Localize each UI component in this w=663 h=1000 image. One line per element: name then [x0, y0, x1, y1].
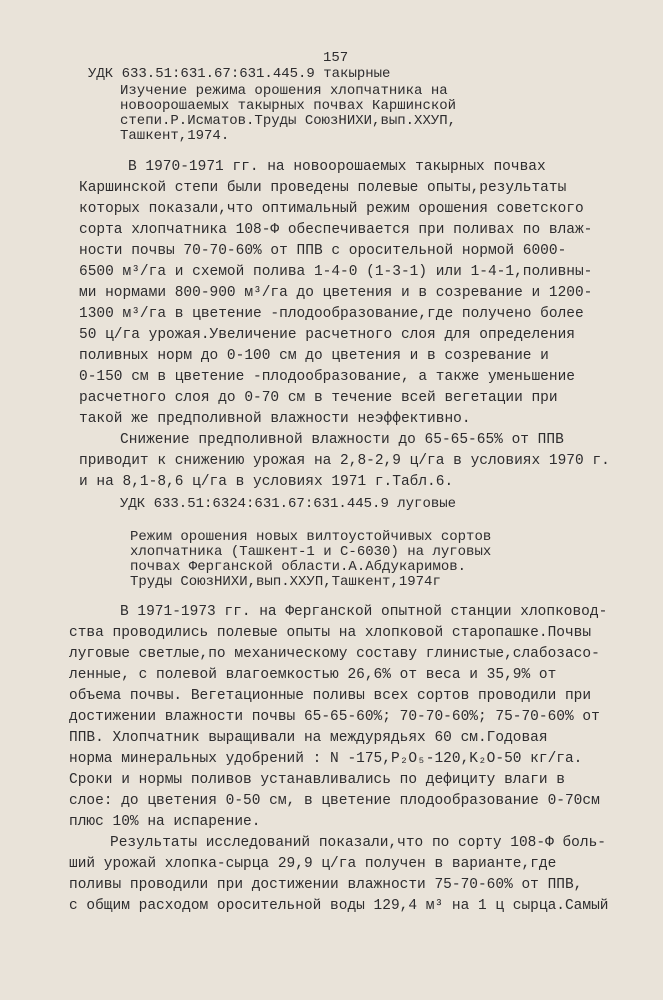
annotation-line: Изучение режима орошения хлопчатника на [120, 83, 448, 99]
body-line: такой же предполивной влажности неэффективно. [79, 411, 471, 427]
body-line: сорта хлопчатника 108-Ф обеспечивается при поливах по влаж- [79, 222, 593, 238]
annotation-line: хлопчатника (Ташкент-1 и С-6030) на луговых [130, 544, 492, 560]
body-line: поливных норм до 0-100 см до цветения и в созревание и [79, 348, 549, 364]
body-line: расчетного слоя до 0-70 см в течение всей вегетации при [79, 390, 558, 406]
body-line: плюс 10% на испарение. [69, 814, 261, 830]
body-line: ства проводились полевые опыты на хлопковой старопашке.Почвы [69, 625, 592, 641]
body-line: норма минеральных удобрений : N -175,P₂O₅-120,K₂O-50 кг/га. [69, 751, 583, 767]
body-line: поливы проводили при достижении влажности 75-70-60% от ППВ, [69, 877, 583, 893]
udk-heading-2: УДК 633.51:6324:631.67:631.445.9 луговые [120, 496, 457, 512]
body-line: В 1971-1973 гг. на Ферганской опытной станции хлопковод- [120, 604, 608, 620]
annotation-line: почвах Ферганской области.А.Абдукаримов. [130, 559, 467, 575]
body-line: приводит к снижению урожая на 2,8-2,9 ц/га в условиях 1970 г. [79, 453, 610, 469]
body-line: ППВ. Хлопчатник выращивали на междурядьях 60 см.Годовая [69, 730, 548, 746]
body-line: Результаты исследований показали,что по сорту 108-Ф боль- [110, 835, 606, 851]
annotation-line: Труды СоюзНИХИ,вып.ХХУП,Ташкент,1974г [130, 574, 441, 590]
body-line: 1300 м³/га в цветение -плодообразование,где получено более [79, 306, 584, 322]
body-line: луговые светлые,по механическому составу глинистые,слабозасо- [69, 646, 600, 662]
body-line: В 1970-1971 гг. на новоорошаемых такырных почвах [128, 159, 546, 175]
annotation-line: новоорошаемых такырных почвах Каршинской [120, 98, 457, 114]
body-line: Снижение предполивной влажности до 65-65-65% от ППВ [120, 432, 564, 448]
body-line: ленные, с полевой влагоемкостью 26,6% от веса и 35,9% от [69, 667, 557, 683]
annotation-line: Режим орошения новых вилтоустойчивых сортов [130, 529, 492, 545]
body-line: 6500 м³/га и схемой полива 1-4-0 (1-3-1) или 1-4-1,поливны- [79, 264, 593, 280]
body-line: объема почвы. Вегетационные поливы всех сортов проводили при [69, 688, 592, 704]
body-line: ми нормами 800-900 м³/га до цветения и в созревание и 1200- [79, 285, 593, 301]
annotation-line: Ташкент,1974. [120, 128, 230, 144]
body-line: с общим расходом оросительной воды 129,4 м³ на 1 ц сырца.Самый [69, 898, 609, 914]
body-line: ности почвы 70-70-60% от ППВ с оросительной нормой 6000- [79, 243, 567, 259]
body-line: Сроки и нормы поливов устанавливались по дефициту влаги в [69, 772, 565, 788]
udk-heading-1: УДК 633.51:631.67:631.445.9 такырные [88, 66, 391, 82]
body-line: Каршинской степи были проведены полевые опыты,результаты [79, 180, 567, 196]
body-line: достижении влажности почвы 65-65-60%; 70-70-60%; 75-70-60% от [69, 709, 600, 725]
page-number: 157 [323, 50, 349, 66]
body-line: и на 8,1-8,6 ц/га в условиях 1971 г.Табл.6. [79, 474, 454, 490]
body-line: которых показали,что оптимальный режим орошения советского [79, 201, 584, 217]
body-line: слое: до цветения 0-50 см, в цветение плодообразование 0-70см [69, 793, 600, 809]
body-line: 50 ц/га урожая.Увеличение расчетного слоя для определения [79, 327, 575, 343]
body-line: ший урожай хлопка-сырца 29,9 ц/га получен в варианте,где [69, 856, 557, 872]
annotation-line: степи.Р.Исматов.Труды СоюзНИХИ,вып.ХХУП, [120, 113, 457, 129]
body-line: 0-150 см в цветение -плодообразование, а также уменьшение [79, 369, 575, 385]
